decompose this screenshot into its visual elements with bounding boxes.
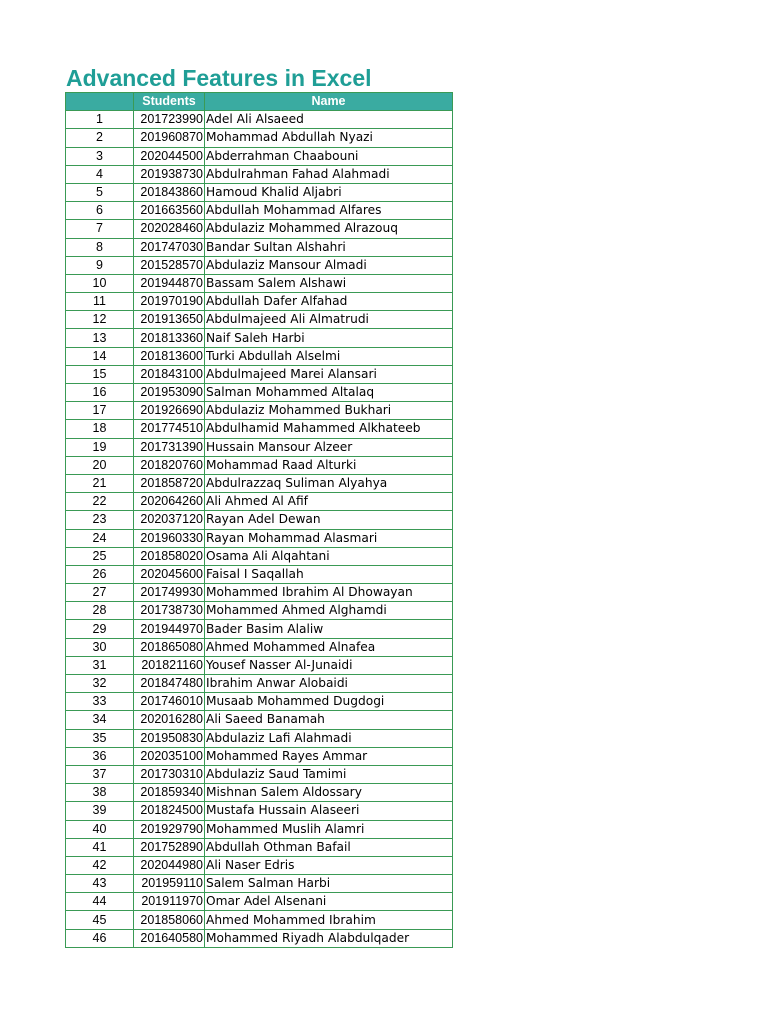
student-id-cell: 201749930 bbox=[134, 584, 205, 602]
student-id-cell: 201528570 bbox=[134, 256, 205, 274]
row-number-cell: 30 bbox=[66, 638, 134, 656]
row-number-cell: 41 bbox=[66, 838, 134, 856]
student-id-cell: 201824500 bbox=[134, 802, 205, 820]
student-id-cell: 201821160 bbox=[134, 656, 205, 674]
table-row bbox=[66, 420, 453, 438]
table-body bbox=[66, 111, 453, 948]
table-row bbox=[66, 220, 453, 238]
row-number-cell: 26 bbox=[66, 565, 134, 583]
student-id-cell: 201752890 bbox=[134, 838, 205, 856]
table-row bbox=[66, 893, 453, 911]
student-id-cell: 201663560 bbox=[134, 202, 205, 220]
row-number-cell: 7 bbox=[66, 220, 134, 238]
student-id-cell: 201723990 bbox=[134, 111, 205, 129]
student-name-cell: Osama Ali Alqahtani bbox=[205, 547, 453, 565]
student-id-cell: 201911970 bbox=[134, 893, 205, 911]
student-id-cell: 201820760 bbox=[134, 456, 205, 474]
row-number-cell: 16 bbox=[66, 384, 134, 402]
student-name-cell: Abdulaziz Mohammed Bukhari bbox=[205, 402, 453, 420]
row-number-cell: 23 bbox=[66, 511, 134, 529]
student-name-cell: Mohammed Muslih Alamri bbox=[205, 820, 453, 838]
row-number-cell: 21 bbox=[66, 474, 134, 492]
table-row bbox=[66, 638, 453, 656]
student-id-cell: 201944970 bbox=[134, 620, 205, 638]
student-name-cell: Abdulmajeed Marei Alansari bbox=[205, 365, 453, 383]
row-number-cell: 14 bbox=[66, 347, 134, 365]
student-name-cell: Abdullah Mohammad Alfares bbox=[205, 202, 453, 220]
row-number-cell: 24 bbox=[66, 529, 134, 547]
student-name-cell: Rayan Mohammad Alasmari bbox=[205, 529, 453, 547]
header-cell-index bbox=[66, 93, 134, 111]
student-id-cell: 201813360 bbox=[134, 329, 205, 347]
row-number-cell: 32 bbox=[66, 675, 134, 693]
student-id-cell: 201847480 bbox=[134, 675, 205, 693]
table-row bbox=[66, 183, 453, 201]
table-row bbox=[66, 693, 453, 711]
row-number-cell: 2 bbox=[66, 129, 134, 147]
student-name-cell: Ali Saeed Banamah bbox=[205, 711, 453, 729]
student-name-cell: Abdulaziz Lafi Alahmadi bbox=[205, 729, 453, 747]
table-row bbox=[66, 256, 453, 274]
student-name-cell: Mohammed Ibrahim Al Dhowayan bbox=[205, 584, 453, 602]
table-header bbox=[66, 93, 453, 111]
header-row bbox=[66, 93, 453, 111]
student-id-cell: 202045600 bbox=[134, 565, 205, 583]
student-name-cell: Hamoud Khalid Aljabri bbox=[205, 183, 453, 201]
table-row bbox=[66, 729, 453, 747]
table-row bbox=[66, 656, 453, 674]
student-name-cell: Mohammad Raad Alturki bbox=[205, 456, 453, 474]
student-name-cell: Abdullah Othman Bafail bbox=[205, 838, 453, 856]
table-row bbox=[66, 602, 453, 620]
row-number-cell: 6 bbox=[66, 202, 134, 220]
student-name-cell: Adel Ali Alsaeed bbox=[205, 111, 453, 129]
table-row bbox=[66, 147, 453, 165]
row-number-cell: 1 bbox=[66, 111, 134, 129]
student-name-cell: Mohammed Riyadh Alabdulqader bbox=[205, 929, 453, 947]
students-table bbox=[65, 92, 453, 948]
student-name-cell: Ahmed Mohammed Alnafea bbox=[205, 638, 453, 656]
student-name-cell: Abdulaziz Mansour Almadi bbox=[205, 256, 453, 274]
row-number-cell: 28 bbox=[66, 602, 134, 620]
student-id-cell: 202037120 bbox=[134, 511, 205, 529]
table-row bbox=[66, 402, 453, 420]
row-number-cell: 11 bbox=[66, 293, 134, 311]
header-cell-name: Name bbox=[205, 93, 453, 111]
student-id-cell: 201859340 bbox=[134, 784, 205, 802]
student-name-cell: Naif Saleh Harbi bbox=[205, 329, 453, 347]
row-number-cell: 5 bbox=[66, 183, 134, 201]
table-row bbox=[66, 129, 453, 147]
student-id-cell: 201929790 bbox=[134, 820, 205, 838]
page-title: Advanced Features in Excel bbox=[66, 65, 372, 91]
row-number-cell: 8 bbox=[66, 238, 134, 256]
student-name-cell: Mohammed Rayes Ammar bbox=[205, 747, 453, 765]
row-number-cell: 40 bbox=[66, 820, 134, 838]
table-row bbox=[66, 384, 453, 402]
student-id-cell: 201731390 bbox=[134, 438, 205, 456]
student-id-cell: 202044980 bbox=[134, 856, 205, 874]
table-row bbox=[66, 365, 453, 383]
table-row bbox=[66, 438, 453, 456]
table-row bbox=[66, 838, 453, 856]
student-id-cell: 201950830 bbox=[134, 729, 205, 747]
student-id-cell: 201970190 bbox=[134, 293, 205, 311]
row-number-cell: 33 bbox=[66, 693, 134, 711]
table-row bbox=[66, 911, 453, 929]
table-row bbox=[66, 456, 453, 474]
student-id-cell: 201843860 bbox=[134, 183, 205, 201]
table-row bbox=[66, 511, 453, 529]
row-number-cell: 42 bbox=[66, 856, 134, 874]
student-id-cell: 201640580 bbox=[134, 929, 205, 947]
student-id-cell: 201913650 bbox=[134, 311, 205, 329]
row-number-cell: 13 bbox=[66, 329, 134, 347]
student-name-cell: Rayan Adel Dewan bbox=[205, 511, 453, 529]
student-id-cell: 201858060 bbox=[134, 911, 205, 929]
row-number-cell: 46 bbox=[66, 929, 134, 947]
table-row bbox=[66, 202, 453, 220]
student-id-cell: 201926690 bbox=[134, 402, 205, 420]
student-id-cell: 201953090 bbox=[134, 384, 205, 402]
student-name-cell: Turki Abdullah Alselmi bbox=[205, 347, 453, 365]
table-row bbox=[66, 547, 453, 565]
row-number-cell: 25 bbox=[66, 547, 134, 565]
student-name-cell: Faisal I Saqallah bbox=[205, 565, 453, 583]
student-id-cell: 201813600 bbox=[134, 347, 205, 365]
student-id-cell: 202064260 bbox=[134, 493, 205, 511]
header-cell-students: Students bbox=[134, 93, 205, 111]
row-number-cell: 39 bbox=[66, 802, 134, 820]
student-name-cell: Bandar Sultan Alshahri bbox=[205, 238, 453, 256]
student-name-cell: Hussain Mansour Alzeer bbox=[205, 438, 453, 456]
row-number-cell: 35 bbox=[66, 729, 134, 747]
table-row bbox=[66, 856, 453, 874]
student-name-cell: Abdulrazzaq Suliman Alyahya bbox=[205, 474, 453, 492]
student-id-cell: 201944870 bbox=[134, 274, 205, 292]
student-id-cell: 201774510 bbox=[134, 420, 205, 438]
student-name-cell: Mohammed Ahmed Alghamdi bbox=[205, 602, 453, 620]
student-name-cell: Bader Basim Alaliw bbox=[205, 620, 453, 638]
table-row bbox=[66, 584, 453, 602]
student-id-cell: 201858720 bbox=[134, 474, 205, 492]
table-row bbox=[66, 875, 453, 893]
table-row bbox=[66, 802, 453, 820]
student-name-cell: Abdulrahman Fahad Alahmadi bbox=[205, 165, 453, 183]
table-row bbox=[66, 620, 453, 638]
row-number-cell: 15 bbox=[66, 365, 134, 383]
table-row bbox=[66, 529, 453, 547]
table-row bbox=[66, 711, 453, 729]
table-row bbox=[66, 675, 453, 693]
student-name-cell: Yousef Nasser Al-Junaidi bbox=[205, 656, 453, 674]
student-name-cell: Ali Ahmed Al Afif bbox=[205, 493, 453, 511]
table-row bbox=[66, 165, 453, 183]
student-id-cell: 201865080 bbox=[134, 638, 205, 656]
student-name-cell: Mishnan Salem Aldossary bbox=[205, 784, 453, 802]
student-name-cell: Abdulmajeed Ali Almatrudi bbox=[205, 311, 453, 329]
row-number-cell: 29 bbox=[66, 620, 134, 638]
table-row bbox=[66, 565, 453, 583]
student-id-cell: 202016280 bbox=[134, 711, 205, 729]
row-number-cell: 27 bbox=[66, 584, 134, 602]
student-id-cell: 201959110 bbox=[134, 875, 205, 893]
student-name-cell: Salem Salman Harbi bbox=[205, 875, 453, 893]
table-row bbox=[66, 784, 453, 802]
table-row bbox=[66, 820, 453, 838]
student-name-cell: Mustafa Hussain Alaseeri bbox=[205, 802, 453, 820]
student-name-cell: Ibrahim Anwar Alobaidi bbox=[205, 675, 453, 693]
table-row bbox=[66, 929, 453, 947]
row-number-cell: 44 bbox=[66, 893, 134, 911]
table-row bbox=[66, 274, 453, 292]
student-id-cell: 201960330 bbox=[134, 529, 205, 547]
student-id-cell: 201843100 bbox=[134, 365, 205, 383]
student-name-cell: Abderrahman Chaabouni bbox=[205, 147, 453, 165]
row-number-cell: 37 bbox=[66, 765, 134, 783]
row-number-cell: 12 bbox=[66, 311, 134, 329]
student-name-cell: Abdulhamid Mahammed Alkhateeb bbox=[205, 420, 453, 438]
table-row bbox=[66, 238, 453, 256]
row-number-cell: 45 bbox=[66, 911, 134, 929]
student-id-cell: 201747030 bbox=[134, 238, 205, 256]
student-name-cell: Mohammad Abdullah Nyazi bbox=[205, 129, 453, 147]
table-row bbox=[66, 293, 453, 311]
student-id-cell: 201738730 bbox=[134, 602, 205, 620]
row-number-cell: 18 bbox=[66, 420, 134, 438]
table-row bbox=[66, 474, 453, 492]
table-row bbox=[66, 765, 453, 783]
student-name-cell: Salman Mohammed Altalaq bbox=[205, 384, 453, 402]
student-id-cell: 201730310 bbox=[134, 765, 205, 783]
student-id-cell: 201938730 bbox=[134, 165, 205, 183]
table-row bbox=[66, 747, 453, 765]
student-name-cell: Abdulaziz Mohammed Alrazouq bbox=[205, 220, 453, 238]
table-row bbox=[66, 311, 453, 329]
student-id-cell: 201746010 bbox=[134, 693, 205, 711]
row-number-cell: 17 bbox=[66, 402, 134, 420]
row-number-cell: 36 bbox=[66, 747, 134, 765]
student-id-cell: 202028460 bbox=[134, 220, 205, 238]
row-number-cell: 4 bbox=[66, 165, 134, 183]
row-number-cell: 3 bbox=[66, 147, 134, 165]
row-number-cell: 22 bbox=[66, 493, 134, 511]
student-name-cell: Abdulaziz Saud Tamimi bbox=[205, 765, 453, 783]
student-name-cell: Ahmed Mohammed Ibrahim bbox=[205, 911, 453, 929]
student-name-cell: Ali Naser Edris bbox=[205, 856, 453, 874]
student-name-cell: Bassam Salem Alshawi bbox=[205, 274, 453, 292]
row-number-cell: 19 bbox=[66, 438, 134, 456]
row-number-cell: 9 bbox=[66, 256, 134, 274]
table-row bbox=[66, 347, 453, 365]
student-id-cell: 202044500 bbox=[134, 147, 205, 165]
row-number-cell: 34 bbox=[66, 711, 134, 729]
student-id-cell: 201960870 bbox=[134, 129, 205, 147]
row-number-cell: 20 bbox=[66, 456, 134, 474]
student-name-cell: Abdullah Dafer Alfahad bbox=[205, 293, 453, 311]
row-number-cell: 31 bbox=[66, 656, 134, 674]
table-row bbox=[66, 329, 453, 347]
student-id-cell: 201858020 bbox=[134, 547, 205, 565]
table-row bbox=[66, 111, 453, 129]
table-row bbox=[66, 493, 453, 511]
row-number-cell: 10 bbox=[66, 274, 134, 292]
student-name-cell: Omar Adel Alsenani bbox=[205, 893, 453, 911]
student-name-cell: Musaab Mohammed Dugdogi bbox=[205, 693, 453, 711]
row-number-cell: 38 bbox=[66, 784, 134, 802]
row-number-cell: 43 bbox=[66, 875, 134, 893]
student-id-cell: 202035100 bbox=[134, 747, 205, 765]
